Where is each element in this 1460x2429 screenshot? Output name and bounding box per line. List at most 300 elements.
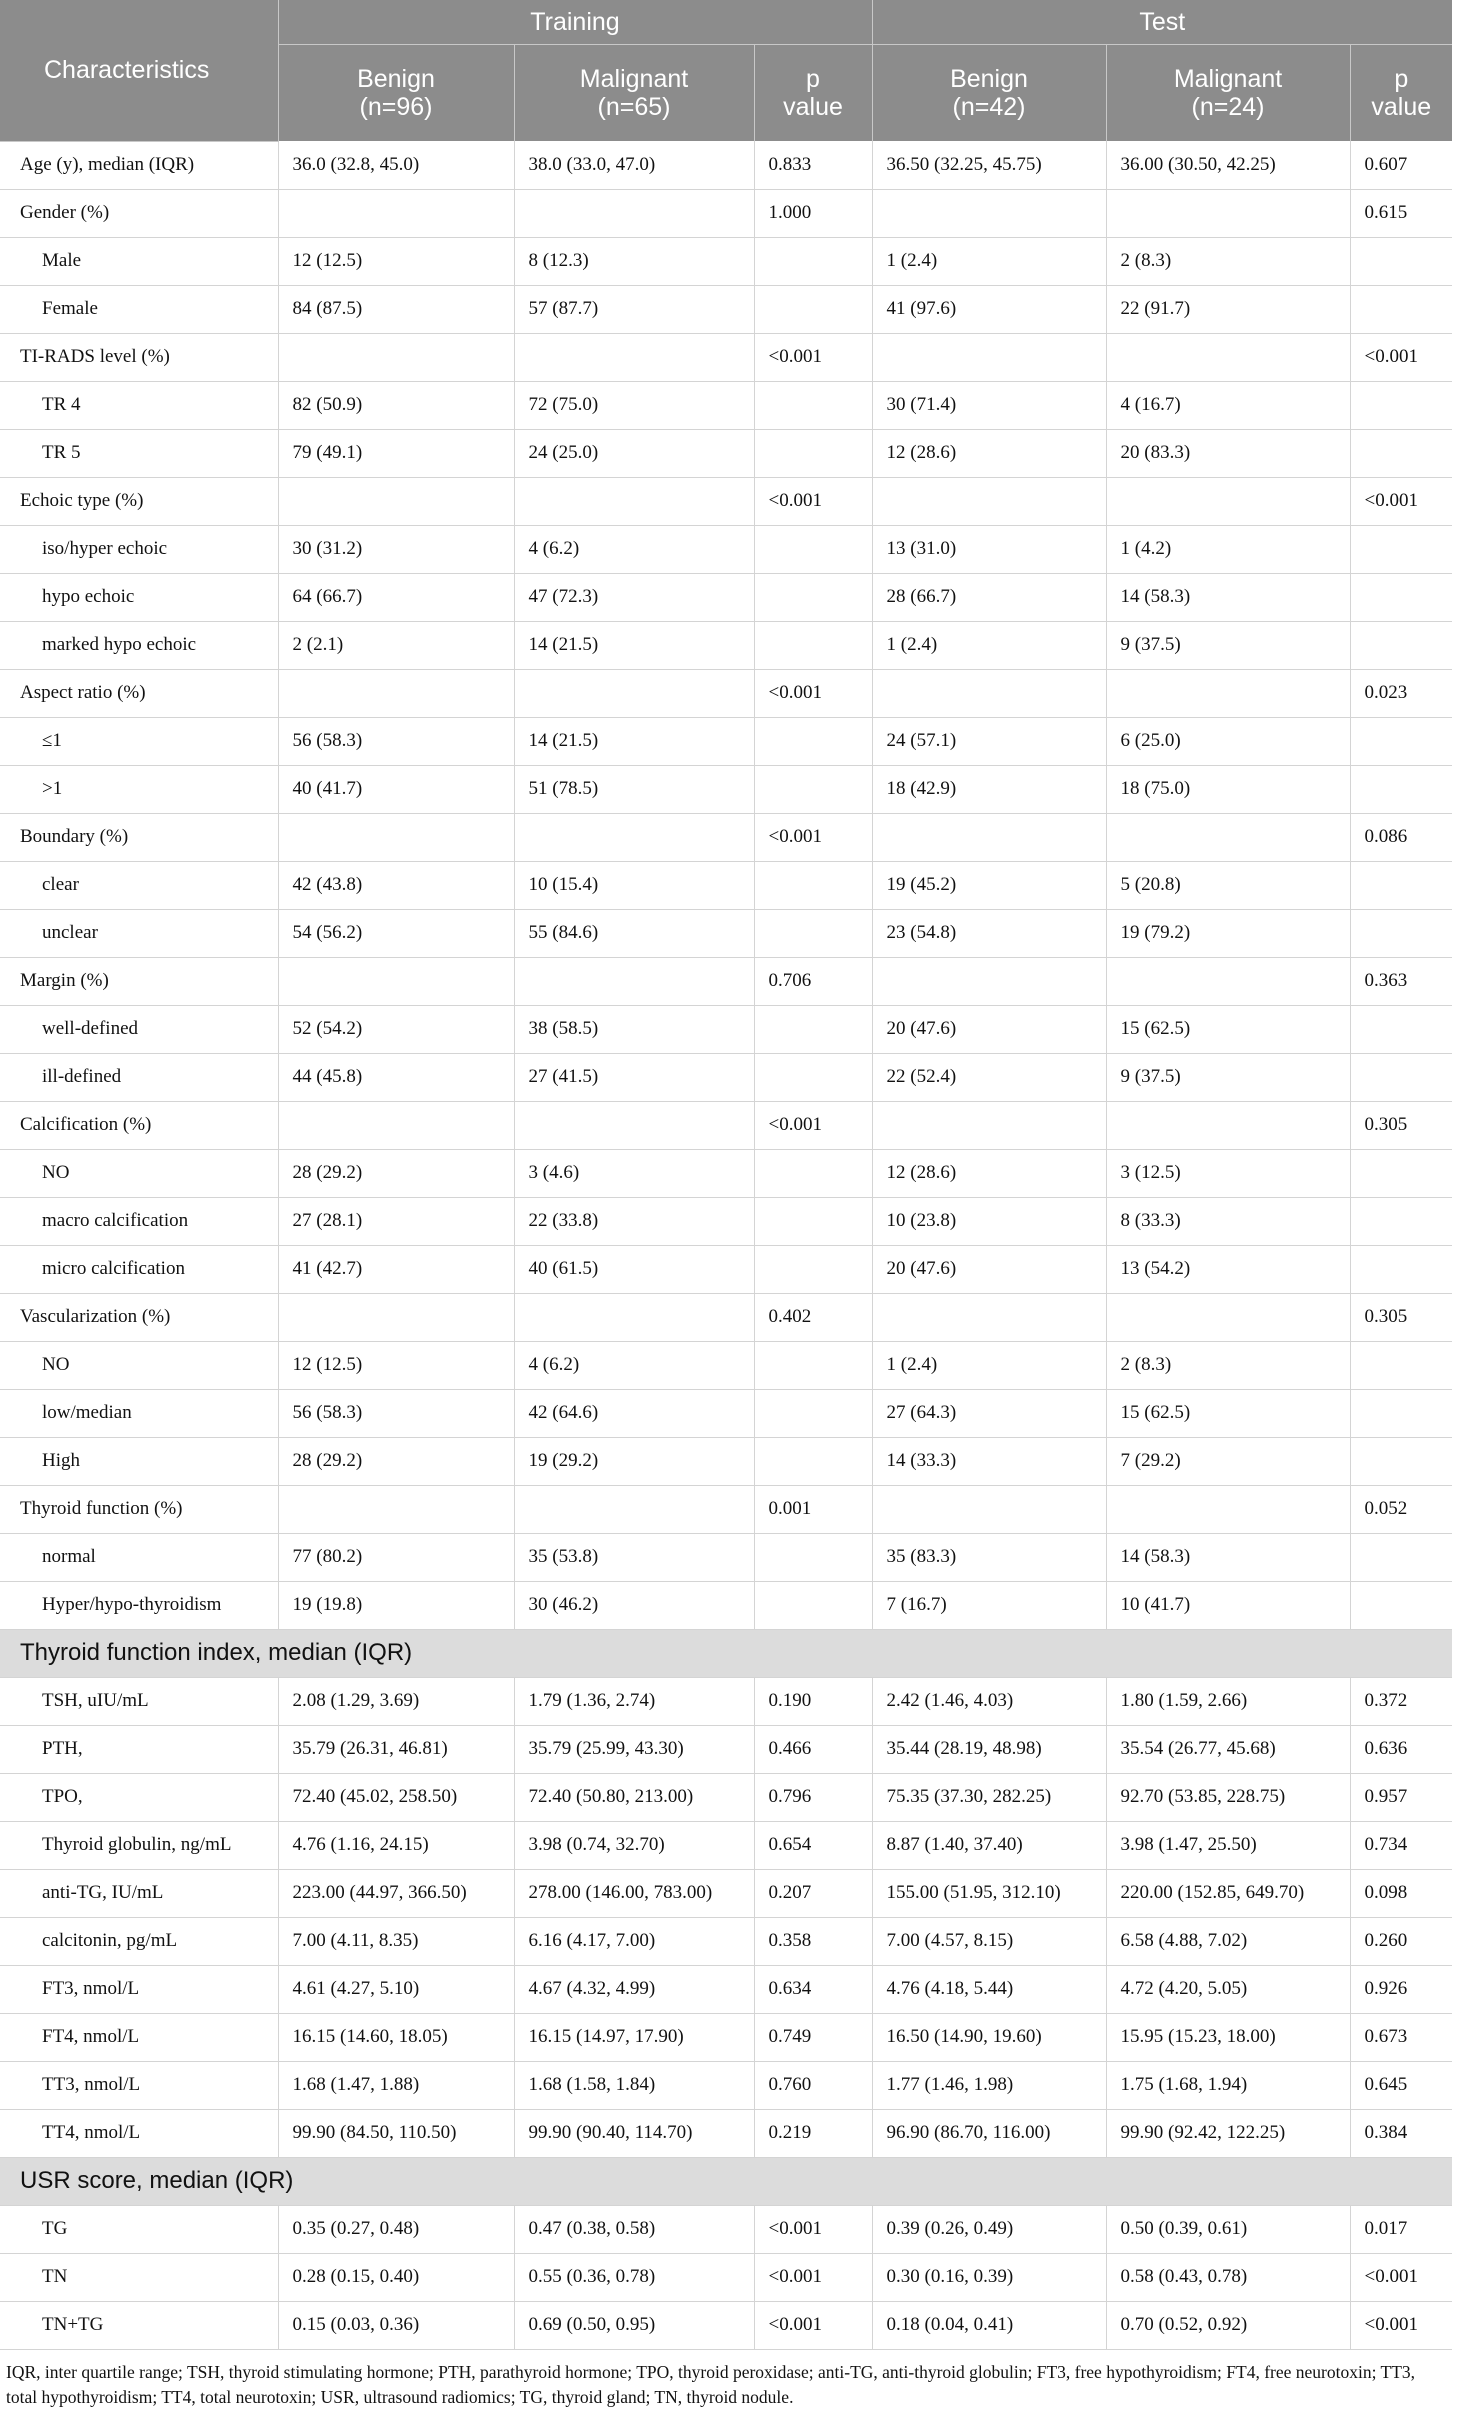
test-benign-cell: 22 (52.4): [872, 1053, 1106, 1101]
test-benign-cell: [872, 477, 1106, 525]
training-malignant-cell: 3 (4.6): [514, 1149, 754, 1197]
training-p-value-cell: [754, 621, 872, 669]
test-p-value-cell: [1350, 1149, 1452, 1197]
training-benign-cell: [278, 1101, 514, 1149]
table-subrow: [0, 1341, 1452, 1389]
test-p-value-cell: 0.615: [1350, 189, 1452, 237]
row-label: TT4, nmol/L: [0, 2109, 278, 2157]
training-p-value-cell: 0.402: [754, 1293, 872, 1341]
test-benign-cell: [872, 669, 1106, 717]
table-header: [0, 0, 1452, 141]
test-malignant-cell: 15 (62.5): [1106, 1005, 1350, 1053]
training-malignant-cell: 14 (21.5): [514, 717, 754, 765]
row-label: NO: [0, 1341, 278, 1389]
test-malignant-cell: 0.50 (0.39, 0.61): [1106, 2205, 1350, 2253]
test-p-value-cell: 0.086: [1350, 813, 1452, 861]
test-malignant-cell: 15 (62.5): [1106, 1389, 1350, 1437]
test-malignant-cell: 1.75 (1.68, 1.94): [1106, 2061, 1350, 2109]
test-malignant-cell: [1106, 1293, 1350, 1341]
row-label: Thyroid globulin, ng/mL: [0, 1821, 278, 1869]
test-p-value-cell: 0.305: [1350, 1101, 1452, 1149]
training-malignant-cell: 278.00 (146.00, 783.00): [514, 1869, 754, 1917]
training-benign-cell: 7.00 (4.11, 8.35): [278, 1917, 514, 1965]
training-p-value-cell: 0.833: [754, 141, 872, 189]
table-subrow: [0, 381, 1452, 429]
row-label: Calcification (%): [0, 1101, 278, 1149]
row-label: Age (y), median (IQR): [0, 141, 278, 189]
row-label: Margin (%): [0, 957, 278, 1005]
test-p-value-cell: [1350, 1437, 1452, 1485]
test-benign-cell: 0.18 (0.04, 0.41): [872, 2301, 1106, 2349]
training-benign-cell: [278, 813, 514, 861]
test-p-value-cell: 0.384: [1350, 2109, 1452, 2157]
table-row: [0, 189, 1452, 237]
table-subrow: [0, 429, 1452, 477]
table-subrow: [0, 2253, 1452, 2301]
table-subrow: [0, 1437, 1452, 1485]
test-p-value-cell: 0.260: [1350, 1917, 1452, 1965]
training-malignant-cell: 55 (84.6): [514, 909, 754, 957]
test-benign-cell: [872, 1293, 1106, 1341]
test-p-value-cell: [1350, 525, 1452, 573]
test-benign-cell: 14 (33.3): [872, 1437, 1106, 1485]
training-malignant-cell: 35.79 (25.99, 43.30): [514, 1725, 754, 1773]
training-benign-cell: 52 (54.2): [278, 1005, 514, 1053]
training-p-value-cell: 0.001: [754, 1485, 872, 1533]
test-benign-cell: 35 (83.3): [872, 1533, 1106, 1581]
training-benign-cell: 40 (41.7): [278, 765, 514, 813]
training-malignant-cell: [514, 189, 754, 237]
training-benign-cell: 41 (42.7): [278, 1245, 514, 1293]
training-p-value-cell: 0.634: [754, 1965, 872, 2013]
test-malignant-cell: [1106, 189, 1350, 237]
test-p-value-cell: [1350, 1245, 1452, 1293]
table-subrow: [0, 1869, 1452, 1917]
section-header-row: [0, 1629, 1452, 1677]
test-benign-cell: 35.44 (28.19, 48.98): [872, 1725, 1106, 1773]
row-label: TR 5: [0, 429, 278, 477]
test-benign-cell: [872, 1101, 1106, 1149]
table-subrow: [0, 1005, 1452, 1053]
row-label: TPO,: [0, 1773, 278, 1821]
test-benign-cell: 7.00 (4.57, 8.15): [872, 1917, 1106, 1965]
test-benign-cell: 27 (64.3): [872, 1389, 1106, 1437]
test-benign-cell: 20 (47.6): [872, 1245, 1106, 1293]
table-subrow: [0, 2109, 1452, 2157]
row-label: calcitonin, pg/mL: [0, 1917, 278, 1965]
test-benign-cell: 4.76 (4.18, 5.44): [872, 1965, 1106, 2013]
test-benign-cell: 18 (42.9): [872, 765, 1106, 813]
row-label: anti-TG, IU/mL: [0, 1869, 278, 1917]
training-malignant-cell: 99.90 (90.40, 114.70): [514, 2109, 754, 2157]
test-malignant-cell: 8 (33.3): [1106, 1197, 1350, 1245]
training-malignant-cell: [514, 1293, 754, 1341]
training-p-value-cell: [754, 1389, 872, 1437]
test-p-value-cell: [1350, 429, 1452, 477]
test-p-value-cell: [1350, 1533, 1452, 1581]
test-benign-cell: 24 (57.1): [872, 717, 1106, 765]
training-malignant-cell: 35 (53.8): [514, 1533, 754, 1581]
training-malignant-cell: [514, 333, 754, 381]
test-p-value-cell: 0.926: [1350, 1965, 1452, 2013]
test-p-value-cell: [1350, 909, 1452, 957]
test-p-value-cell: <0.001: [1350, 477, 1452, 525]
test-malignant-cell: 35.54 (26.77, 45.68): [1106, 1725, 1350, 1773]
training-malignant-cell: 22 (33.8): [514, 1197, 754, 1245]
training-p-value-cell: [754, 237, 872, 285]
training-benign-cell: [278, 477, 514, 525]
test-p-value-cell: [1350, 861, 1452, 909]
table-subrow: [0, 1821, 1452, 1869]
row-label: well-defined: [0, 1005, 278, 1053]
training-malignant-cell: 14 (21.5): [514, 621, 754, 669]
training-header: Training: [278, 0, 872, 45]
test-benign-cell: 7 (16.7): [872, 1581, 1106, 1629]
col-test-p-value: p value: [1350, 45, 1452, 142]
test-malignant-cell: 4.72 (4.20, 5.05): [1106, 1965, 1350, 2013]
row-label: >1: [0, 765, 278, 813]
test-malignant-cell: [1106, 1485, 1350, 1533]
test-p-value-cell: [1350, 381, 1452, 429]
training-malignant-cell: 19 (29.2): [514, 1437, 754, 1485]
row-label: marked hypo echoic: [0, 621, 278, 669]
row-label: hypo echoic: [0, 573, 278, 621]
training-benign-cell: 0.28 (0.15, 0.40): [278, 2253, 514, 2301]
col-training-malignant: Malignant (n=65): [514, 45, 754, 142]
table-subrow: [0, 861, 1452, 909]
training-malignant-cell: [514, 477, 754, 525]
test-benign-cell: 36.50 (32.25, 45.75): [872, 141, 1106, 189]
test-malignant-cell: 10 (41.7): [1106, 1581, 1350, 1629]
training-benign-cell: [278, 1293, 514, 1341]
test-p-value-cell: [1350, 1341, 1452, 1389]
training-p-value-cell: [754, 1053, 872, 1101]
test-benign-cell: 0.39 (0.26, 0.49): [872, 2205, 1106, 2253]
test-malignant-cell: [1106, 1101, 1350, 1149]
training-malignant-cell: 0.47 (0.38, 0.58): [514, 2205, 754, 2253]
training-benign-cell: 42 (43.8): [278, 861, 514, 909]
training-p-value-cell: <0.001: [754, 333, 872, 381]
training-malignant-cell: 47 (72.3): [514, 573, 754, 621]
test-p-value-cell: [1350, 237, 1452, 285]
training-benign-cell: 12 (12.5): [278, 237, 514, 285]
test-p-value-cell: [1350, 765, 1452, 813]
test-malignant-cell: 1 (4.2): [1106, 525, 1350, 573]
training-benign-cell: 12 (12.5): [278, 1341, 514, 1389]
table-subrow: [0, 1245, 1452, 1293]
test-benign-cell: [872, 813, 1106, 861]
training-benign-cell: 223.00 (44.97, 366.50): [278, 1869, 514, 1917]
training-p-value-cell: [754, 1245, 872, 1293]
test-p-value-cell: [1350, 1053, 1452, 1101]
test-malignant-cell: [1106, 813, 1350, 861]
table-row: [0, 477, 1452, 525]
table-subrow: [0, 2301, 1452, 2349]
test-malignant-cell: 36.00 (30.50, 42.25): [1106, 141, 1350, 189]
training-malignant-cell: 8 (12.3): [514, 237, 754, 285]
training-malignant-cell: [514, 957, 754, 1005]
training-malignant-cell: 6.16 (4.17, 7.00): [514, 1917, 754, 1965]
test-p-value-cell: [1350, 285, 1452, 333]
training-p-value-cell: [754, 381, 872, 429]
training-benign-cell: [278, 189, 514, 237]
training-p-value-cell: [754, 1581, 872, 1629]
training-malignant-cell: 1.68 (1.58, 1.84): [514, 2061, 754, 2109]
training-p-value-cell: [754, 525, 872, 573]
training-p-value-cell: 0.749: [754, 2013, 872, 2061]
table-subrow: [0, 1677, 1452, 1725]
training-benign-cell: 35.79 (26.31, 46.81): [278, 1725, 514, 1773]
table-subrow: [0, 1197, 1452, 1245]
characteristics-header: Characteristics: [0, 0, 278, 141]
col-training-p-value: p value: [754, 45, 872, 142]
table-row: [0, 813, 1452, 861]
test-malignant-cell: 9 (37.5): [1106, 1053, 1350, 1101]
training-p-value-cell: <0.001: [754, 1101, 872, 1149]
test-malignant-cell: 5 (20.8): [1106, 861, 1350, 909]
training-malignant-cell: 72.40 (50.80, 213.00): [514, 1773, 754, 1821]
test-malignant-cell: 2 (8.3): [1106, 237, 1350, 285]
test-benign-cell: 1.77 (1.46, 1.98): [872, 2061, 1106, 2109]
training-benign-cell: 30 (31.2): [278, 525, 514, 573]
test-benign-cell: 1 (2.4): [872, 621, 1106, 669]
test-p-value-cell: <0.001: [1350, 2253, 1452, 2301]
test-benign-cell: 2.42 (1.46, 4.03): [872, 1677, 1106, 1725]
training-benign-cell: 2.08 (1.29, 3.69): [278, 1677, 514, 1725]
test-p-value-cell: [1350, 1389, 1452, 1437]
row-label: normal: [0, 1533, 278, 1581]
training-p-value-cell: [754, 1533, 872, 1581]
training-p-value-cell: 0.190: [754, 1677, 872, 1725]
training-malignant-cell: 51 (78.5): [514, 765, 754, 813]
training-p-value-cell: 0.358: [754, 1917, 872, 1965]
training-p-value-cell: 0.466: [754, 1725, 872, 1773]
training-benign-cell: 56 (58.3): [278, 1389, 514, 1437]
training-benign-cell: [278, 669, 514, 717]
training-malignant-cell: [514, 1485, 754, 1533]
row-label: PTH,: [0, 1725, 278, 1773]
row-label: ≤1: [0, 717, 278, 765]
table-subrow: [0, 1053, 1452, 1101]
training-p-value-cell: [754, 573, 872, 621]
table-row: [0, 1293, 1452, 1341]
training-p-value-cell: [754, 429, 872, 477]
test-benign-cell: 20 (47.6): [872, 1005, 1106, 1053]
test-p-value-cell: 0.645: [1350, 2061, 1452, 2109]
row-label: Boundary (%): [0, 813, 278, 861]
table-subrow: [0, 573, 1452, 621]
table-subrow: [0, 1389, 1452, 1437]
training-p-value-cell: 0.706: [754, 957, 872, 1005]
test-malignant-cell: 0.58 (0.43, 0.78): [1106, 2253, 1350, 2301]
test-benign-cell: [872, 333, 1106, 381]
test-p-value-cell: <0.001: [1350, 333, 1452, 381]
row-label: FT3, nmol/L: [0, 1965, 278, 2013]
test-benign-cell: 10 (23.8): [872, 1197, 1106, 1245]
training-benign-cell: [278, 333, 514, 381]
test-benign-cell: 12 (28.6): [872, 429, 1106, 477]
training-malignant-cell: [514, 813, 754, 861]
training-p-value-cell: [754, 1341, 872, 1389]
test-benign-cell: 12 (28.6): [872, 1149, 1106, 1197]
test-malignant-cell: 15.95 (15.23, 18.00): [1106, 2013, 1350, 2061]
table-subrow: [0, 2061, 1452, 2109]
test-benign-cell: [872, 1485, 1106, 1533]
training-malignant-cell: 0.55 (0.36, 0.78): [514, 2253, 754, 2301]
training-p-value-cell: [754, 285, 872, 333]
test-benign-cell: 155.00 (51.95, 312.10): [872, 1869, 1106, 1917]
test-malignant-cell: 92.70 (53.85, 228.75): [1106, 1773, 1350, 1821]
training-benign-cell: 99.90 (84.50, 110.50): [278, 2109, 514, 2157]
test-malignant-cell: 220.00 (152.85, 649.70): [1106, 1869, 1350, 1917]
row-label: TG: [0, 2205, 278, 2253]
section-header-row: [0, 2157, 1452, 2205]
test-p-value-cell: [1350, 1581, 1452, 1629]
training-malignant-cell: 3.98 (0.74, 32.70): [514, 1821, 754, 1869]
section-header-label: Thyroid function index, median (IQR): [0, 1629, 1452, 1677]
table-subrow: [0, 1725, 1452, 1773]
table-subrow: [0, 1533, 1452, 1581]
test-benign-cell: 1 (2.4): [872, 1341, 1106, 1389]
test-p-value-cell: [1350, 1005, 1452, 1053]
test-malignant-cell: [1106, 477, 1350, 525]
training-benign-cell: 82 (50.9): [278, 381, 514, 429]
training-p-value-cell: 1.000: [754, 189, 872, 237]
test-header: Test: [872, 0, 1452, 45]
table-subrow: [0, 1581, 1452, 1629]
test-malignant-cell: 1.80 (1.59, 2.66): [1106, 1677, 1350, 1725]
test-benign-cell: 19 (45.2): [872, 861, 1106, 909]
test-p-value-cell: 0.017: [1350, 2205, 1452, 2253]
row-label: Hyper/hypo-thyroidism: [0, 1581, 278, 1629]
training-malignant-cell: 57 (87.7): [514, 285, 754, 333]
test-benign-cell: 16.50 (14.90, 19.60): [872, 2013, 1106, 2061]
row-label: macro calcification: [0, 1197, 278, 1245]
row-label: TR 4: [0, 381, 278, 429]
training-benign-cell: [278, 1485, 514, 1533]
training-malignant-cell: 38.0 (33.0, 47.0): [514, 141, 754, 189]
test-benign-cell: 0.30 (0.16, 0.39): [872, 2253, 1106, 2301]
test-malignant-cell: 6 (25.0): [1106, 717, 1350, 765]
test-benign-cell: 41 (97.6): [872, 285, 1106, 333]
row-label: Male: [0, 237, 278, 285]
row-label: TSH, uIU/mL: [0, 1677, 278, 1725]
training-benign-cell: 0.15 (0.03, 0.36): [278, 2301, 514, 2349]
test-p-value-cell: 0.023: [1350, 669, 1452, 717]
training-malignant-cell: 10 (15.4): [514, 861, 754, 909]
row-label: Thyroid function (%): [0, 1485, 278, 1533]
table-subrow: [0, 2205, 1452, 2253]
training-p-value-cell: 0.654: [754, 1821, 872, 1869]
col-test-benign: Benign (n=42): [872, 45, 1106, 142]
training-benign-cell: 79 (49.1): [278, 429, 514, 477]
training-benign-cell: 19 (19.8): [278, 1581, 514, 1629]
table-subrow: [0, 237, 1452, 285]
test-benign-cell: 13 (31.0): [872, 525, 1106, 573]
training-malignant-cell: 30 (46.2): [514, 1581, 754, 1629]
test-malignant-cell: [1106, 669, 1350, 717]
test-p-value-cell: [1350, 621, 1452, 669]
table-subrow: [0, 765, 1452, 813]
table-subrow: [0, 1917, 1452, 1965]
table-subrow: [0, 717, 1452, 765]
row-label: Aspect ratio (%): [0, 669, 278, 717]
training-p-value-cell: [754, 765, 872, 813]
table-subrow: [0, 285, 1452, 333]
test-malignant-cell: 14 (58.3): [1106, 1533, 1350, 1581]
test-p-value-cell: [1350, 717, 1452, 765]
training-benign-cell: 54 (56.2): [278, 909, 514, 957]
training-p-value-cell: [754, 909, 872, 957]
test-p-value-cell: 0.372: [1350, 1677, 1452, 1725]
section-header-label: USR score, median (IQR): [0, 2157, 1452, 2205]
training-malignant-cell: 42 (64.6): [514, 1389, 754, 1437]
row-label: NO: [0, 1149, 278, 1197]
training-p-value-cell: <0.001: [754, 477, 872, 525]
table-row: [0, 669, 1452, 717]
training-malignant-cell: 38 (58.5): [514, 1005, 754, 1053]
training-benign-cell: 1.68 (1.47, 1.88): [278, 2061, 514, 2109]
row-label: TI-RADS level (%): [0, 333, 278, 381]
row-label: Gender (%): [0, 189, 278, 237]
test-malignant-cell: 22 (91.7): [1106, 285, 1350, 333]
test-p-value-cell: 0.957: [1350, 1773, 1452, 1821]
training-benign-cell: 28 (29.2): [278, 1437, 514, 1485]
test-p-value-cell: 0.636: [1350, 1725, 1452, 1773]
test-malignant-cell: 13 (54.2): [1106, 1245, 1350, 1293]
test-malignant-cell: 4 (16.7): [1106, 381, 1350, 429]
col-training-benign: Benign (n=96): [278, 45, 514, 142]
row-label: High: [0, 1437, 278, 1485]
training-p-value-cell: 0.796: [754, 1773, 872, 1821]
training-malignant-cell: 4 (6.2): [514, 525, 754, 573]
training-p-value-cell: [754, 717, 872, 765]
training-p-value-cell: [754, 1005, 872, 1053]
table-subrow: [0, 1149, 1452, 1197]
training-p-value-cell: 0.760: [754, 2061, 872, 2109]
test-benign-cell: 96.90 (86.70, 116.00): [872, 2109, 1106, 2157]
training-p-value-cell: [754, 1149, 872, 1197]
training-malignant-cell: 4.67 (4.32, 4.99): [514, 1965, 754, 2013]
training-benign-cell: 28 (29.2): [278, 1149, 514, 1197]
training-benign-cell: 77 (80.2): [278, 1533, 514, 1581]
row-label: TN: [0, 2253, 278, 2301]
training-malignant-cell: 16.15 (14.97, 17.90): [514, 2013, 754, 2061]
table-subrow: [0, 525, 1452, 573]
test-benign-cell: 8.87 (1.40, 37.40): [872, 1821, 1106, 1869]
col-test-malignant: Malignant (n=24): [1106, 45, 1350, 142]
test-p-value-cell: [1350, 573, 1452, 621]
test-p-value-cell: 0.673: [1350, 2013, 1452, 2061]
training-benign-cell: 56 (58.3): [278, 717, 514, 765]
test-benign-cell: 23 (54.8): [872, 909, 1106, 957]
row-label: FT4, nmol/L: [0, 2013, 278, 2061]
row-label: low/median: [0, 1389, 278, 1437]
test-p-value-cell: 0.363: [1350, 957, 1452, 1005]
training-benign-cell: 4.61 (4.27, 5.10): [278, 1965, 514, 2013]
training-p-value-cell: <0.001: [754, 2301, 872, 2349]
test-p-value-cell: 0.098: [1350, 1869, 1452, 1917]
test-malignant-cell: 14 (58.3): [1106, 573, 1350, 621]
test-malignant-cell: 2 (8.3): [1106, 1341, 1350, 1389]
training-malignant-cell: 24 (25.0): [514, 429, 754, 477]
training-p-value-cell: [754, 1437, 872, 1485]
training-p-value-cell: [754, 1197, 872, 1245]
training-p-value-cell: <0.001: [754, 2205, 872, 2253]
test-malignant-cell: 9 (37.5): [1106, 621, 1350, 669]
test-malignant-cell: 18 (75.0): [1106, 765, 1350, 813]
test-malignant-cell: [1106, 957, 1350, 1005]
